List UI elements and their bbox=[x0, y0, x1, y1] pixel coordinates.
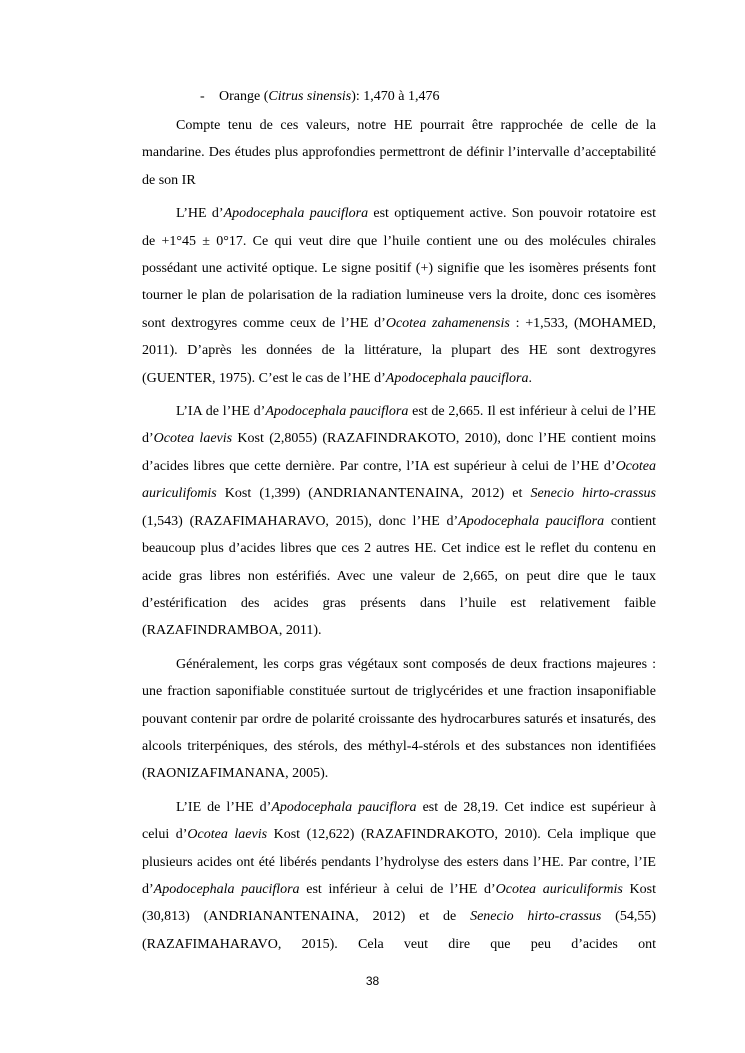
species-name: Senecio hirto-crassus bbox=[470, 909, 602, 925]
text-run: contient beaucoup plus d’acides libres que ces 2 autres HE. Cet indice est le reflet du contenu en acide gras libres non estérifiés. Avec une valeur de 2,665, on peut dire que le taux d’estérification des acides gras présents dans l’huile est relativement faible (RAZAFINDRAMBOA, 2011). bbox=[142, 513, 656, 639]
body-text bbox=[142, 86, 656, 964]
text-run: L’HE d’ bbox=[176, 206, 224, 222]
text-run: : +1,533, (MOHAMED, 2011). D’après les données de la littérature, la plupart des HE sont dextrogyres (GUENTER, 1975). C’est le cas de l’HE d’ bbox=[142, 315, 657, 386]
species-name: Ocotea auriculiformis bbox=[495, 881, 623, 897]
text-run: Kost (30,813) (ANDRIANANTENAINA, 2012) et de bbox=[142, 881, 656, 925]
paragraph bbox=[142, 200, 656, 392]
list-item-text-suffix: ): 1,470 à 1,476 bbox=[351, 89, 440, 104]
species-name: Ocotea laevis bbox=[187, 827, 268, 843]
species-name: Apodocephala pauciflora bbox=[385, 370, 529, 386]
species-name: Apodocephala pauciflora bbox=[271, 799, 417, 815]
text-run: Kost (1,399) (ANDRIANANTENAINA, 2012) et bbox=[216, 486, 531, 502]
text-run: . bbox=[528, 370, 532, 386]
paragraph bbox=[142, 112, 656, 194]
paragraph bbox=[142, 398, 656, 645]
species-name: Apodocephala pauciflora bbox=[153, 881, 300, 897]
text-run: L’IE de l’HE d’ bbox=[176, 799, 272, 815]
page-number: 38 bbox=[365, 974, 380, 988]
paragraph bbox=[142, 651, 656, 788]
text-run: Kost (12,622) (RAZAFINDRAKOTO, 2010). Cela implique que plusieurs acides ont été libérés pendants l’hydrolyse des esters dans l’HE. Par contre, l’IE d’ bbox=[142, 827, 656, 897]
text-run: Généralement, les corps gras végétaux sont composés de deux fractions majeures : une fraction saponifiable constituée surtout de triglycérides et une fraction insaponifiable pouvant contenir par ordre de polarité croissante des hydrocarbures saturés et insaturés, des alcools triterpéniques, des stérols, des méthyl-4-stérols et des substances non identifiées (RAONIZAFIMANANA, 2005). bbox=[142, 656, 656, 782]
text-run: Compte tenu de ces valeurs, notre HE pourrait être rapprochée de celle de la mandarine. Des études plus approfondies permettront de définir l’intervalle d’acceptabilité de son IR bbox=[142, 118, 656, 188]
text-run: Kost (2,8055) (RAZAFINDRAKOTO, 2010), donc l’HE contient moins d’acides libres que cette dernière. Par contre, l’IA est supérieur à celui de l’HE d’ bbox=[142, 431, 656, 474]
text-run: est optiquement active. Son pouvoir rotatoire est de +1°45 ± 0°17. Ce qui veut dire que l’huile contient une ou des molécules chirales possédant une activité optique. Le signe positif (+) signifie que les isomères présents font tourner le plan de polarisation de la radiation lumineuse vers la droite, donc ces isomères sont dextrogyres comme ceux de l’HE d’ bbox=[142, 206, 656, 331]
species-name: Citrus sinensis bbox=[268, 89, 352, 104]
text-run: L’IA de l’HE d’ bbox=[176, 404, 266, 420]
species-name: Apodocephala pauciflora bbox=[458, 513, 605, 529]
species-name: Ocotea auriculifomis bbox=[142, 458, 656, 502]
list-bullet: - bbox=[200, 89, 205, 104]
text-run: est de 2,665. Il est inférieur à celui de l’HE d’ bbox=[142, 404, 656, 447]
text-run: est de 28,19. Cet indice est supérieur à celui d’ bbox=[142, 799, 657, 843]
species-name: Apodocephala pauciflora bbox=[265, 404, 409, 420]
list-item-text-prefix: Orange ( bbox=[219, 89, 269, 104]
paragraph bbox=[142, 794, 656, 958]
species-name: Ocotea laevis bbox=[153, 431, 233, 447]
list-item bbox=[142, 86, 656, 108]
species-name: Senecio hirto-crassus bbox=[530, 486, 656, 502]
species-name: Apodocephala pauciflora bbox=[223, 206, 369, 222]
text-run: (1,543) (RAZAFIMAHARAVO, 2015), donc l’HE d’ bbox=[142, 513, 459, 529]
text-run: (54,55) (RAZAFIMAHARAVO, 2015). Cela veut dire que peu d’acides ont bbox=[142, 909, 656, 952]
species-name: Ocotea zahamenensis bbox=[385, 315, 510, 331]
text-run: est inférieur à celui de l’HE d’ bbox=[299, 881, 496, 897]
